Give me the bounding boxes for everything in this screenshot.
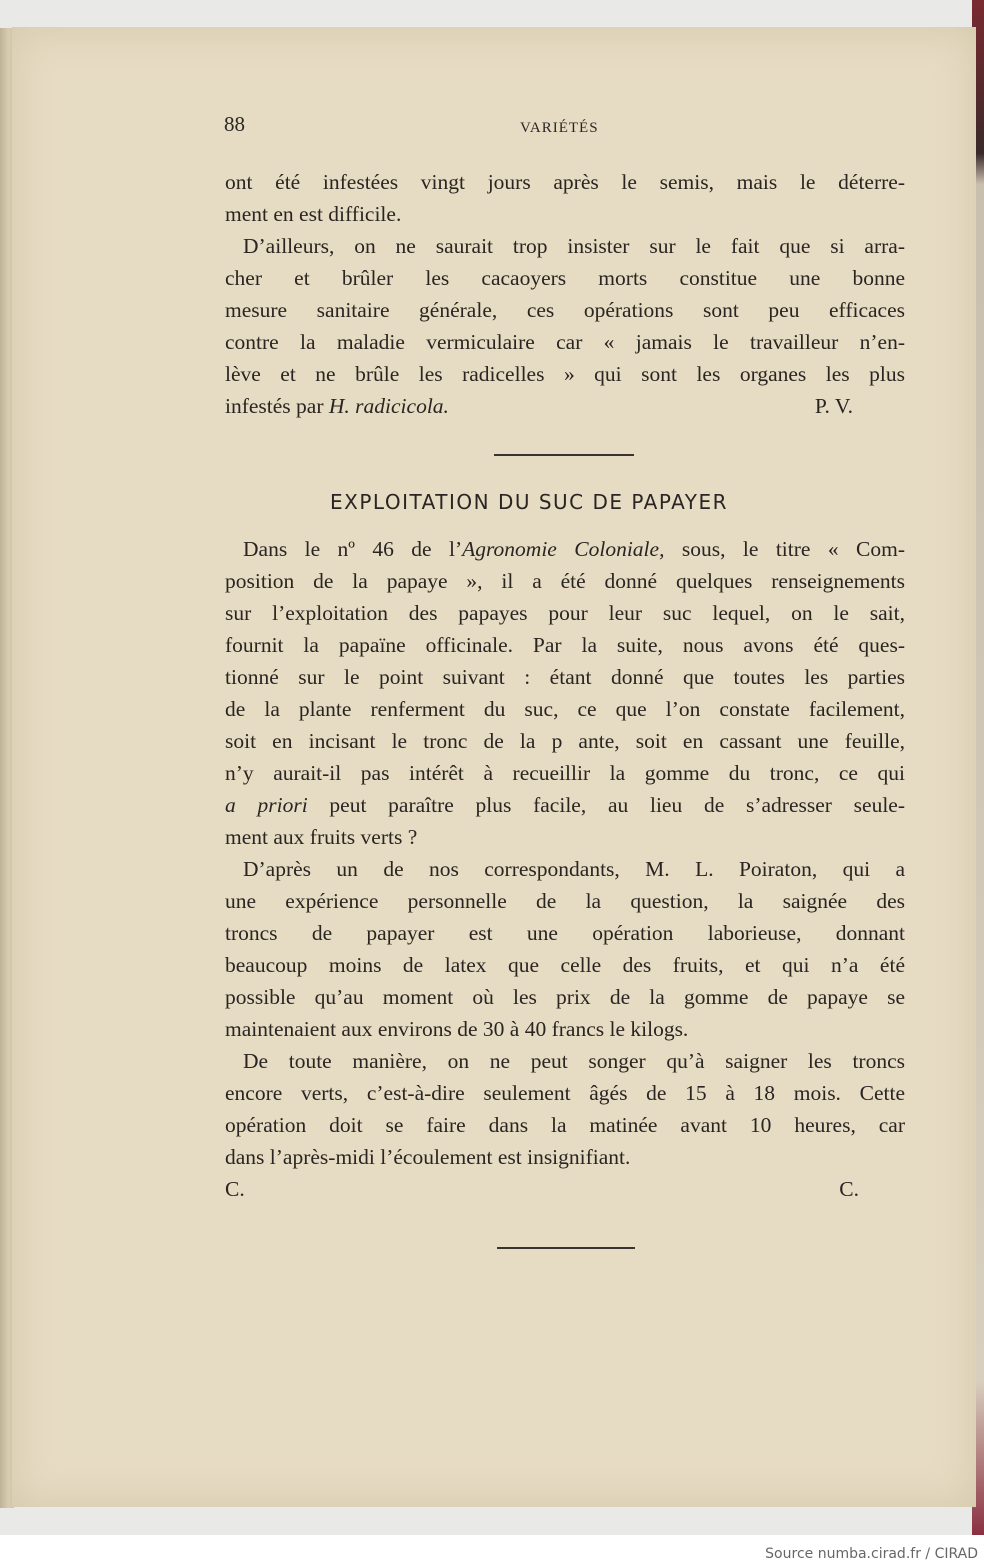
section-divider [494, 454, 634, 456]
text-segment: dans l’après-midi l’écoulement est insignifiant. [225, 1145, 631, 1169]
text-segment: de la plante renferment du suc, ce que l’on constate facilement, [225, 697, 905, 721]
text-line [225, 757, 905, 789]
text-segment: sur l’exploitation des papayes pour leur suc lequel, on le sait, [225, 601, 905, 625]
text-line [225, 1109, 905, 1141]
text-line [225, 533, 905, 565]
text-segment: D’ailleurs, on ne saurait trop insister sur le fait que si arra- [243, 234, 905, 258]
end-divider [497, 1247, 635, 1249]
text-line [225, 661, 905, 693]
text-line [225, 198, 905, 230]
text-line [225, 166, 905, 198]
text-line [225, 853, 905, 885]
text-segment: peut paraître plus facile, au lieu de s’adresser seule- [307, 793, 905, 817]
text-line [225, 390, 905, 422]
italic-text: H. radicicola. [328, 394, 449, 418]
text-segment: position de la papaye », il a été donné quelques renseignements [225, 569, 905, 593]
text-segment: De toute manière, on ne peut songer qu’à saigner les troncs [243, 1049, 905, 1073]
text-line [225, 981, 905, 1013]
text-line [225, 294, 905, 326]
text-segment: lève et ne brûle les radicelles » qui sont les organes les plus [225, 362, 905, 386]
running-title: VARIÉTÉS [520, 120, 599, 136]
text-line [225, 885, 905, 917]
text-segment: troncs de papayer est une opération laborieuse, donnant [225, 921, 905, 945]
author-signature: C. C. [225, 1177, 859, 1201]
text-line [225, 262, 905, 294]
text-segment: ment en est difficile. [225, 202, 402, 226]
text-line [225, 565, 905, 597]
text-segment: opération doit se faire dans la matinée avant 10 heures, car [225, 1113, 905, 1137]
page-number: 88 [224, 112, 245, 136]
text-line [225, 358, 905, 390]
text-line [225, 1141, 905, 1173]
section-1-text [225, 166, 905, 422]
text-segment: Dans le nº 46 de l’ [243, 537, 463, 561]
text-segment: infestés par [225, 394, 329, 418]
text-segment: possible qu’au moment où les prix de la gomme de papaye se [225, 985, 905, 1009]
text-segment: une expérience personnelle de la question, la saignée des [225, 889, 905, 913]
text-segment: maintenaient aux environs de 30 à 40 francs le kilogs. [225, 1017, 689, 1041]
text-segment: fournit la papaïne officinale. Par la suite, nous avons été ques- [225, 633, 905, 657]
italic-text: Agronomie Coloniale, [462, 537, 665, 561]
text-line [225, 597, 905, 629]
text-segment: encore verts, c’est-à-dire seulement âgés de 15 à 18 mois. Cette [225, 1081, 905, 1105]
text-line [225, 725, 905, 757]
text-segment: tionné sur le point suivant : étant donné que toutes les parties [225, 665, 905, 689]
text-line [225, 1045, 905, 1077]
text-line [225, 693, 905, 725]
text-segment: sous, le titre « Com- [664, 537, 905, 561]
text-line [225, 821, 905, 853]
text-segment: cher et brûler les cacaoyers morts constitue une bonne [225, 266, 905, 290]
author-signature: P. V. [814, 394, 853, 418]
text-segment: mesure sanitaire générale, ces opérations sont peu efficaces [225, 298, 905, 322]
text-line [225, 1013, 905, 1045]
text-line [225, 789, 905, 821]
section-2-text [225, 533, 905, 1205]
text-line [225, 949, 905, 981]
text-line [225, 629, 905, 661]
text-line [225, 326, 905, 358]
text-line [225, 917, 905, 949]
text-line [225, 230, 905, 262]
italic-text: a priori [225, 793, 308, 817]
text-segment: soit en incisant le tronc de la p ante, soit en cassant une feuille, [225, 729, 905, 753]
text-segment: ment aux fruits verts ? [225, 825, 418, 849]
text-segment: n’y aurait-il pas intérêt à recueillir la gomme du tronc, ce qui [225, 761, 905, 785]
text-segment: D’après un de nos correspondants, M. L. Poiraton, qui a [243, 857, 905, 881]
source-credit: Source numba.cirad.fr / CIRAD [765, 1546, 978, 1562]
section-heading: EXPLOITATION DU SUC DE PAPAYER [330, 490, 729, 514]
text-segment: contre la maladie vermiculaire car « jamais le travailleur n’en- [225, 330, 905, 354]
text-line [225, 1077, 905, 1109]
text-segment: beaucoup moins de latex que celle des fruits, et qui n’a été [225, 953, 905, 977]
text-segment: ont été infestées vingt jours après le semis, mais le déterre- [225, 170, 905, 194]
